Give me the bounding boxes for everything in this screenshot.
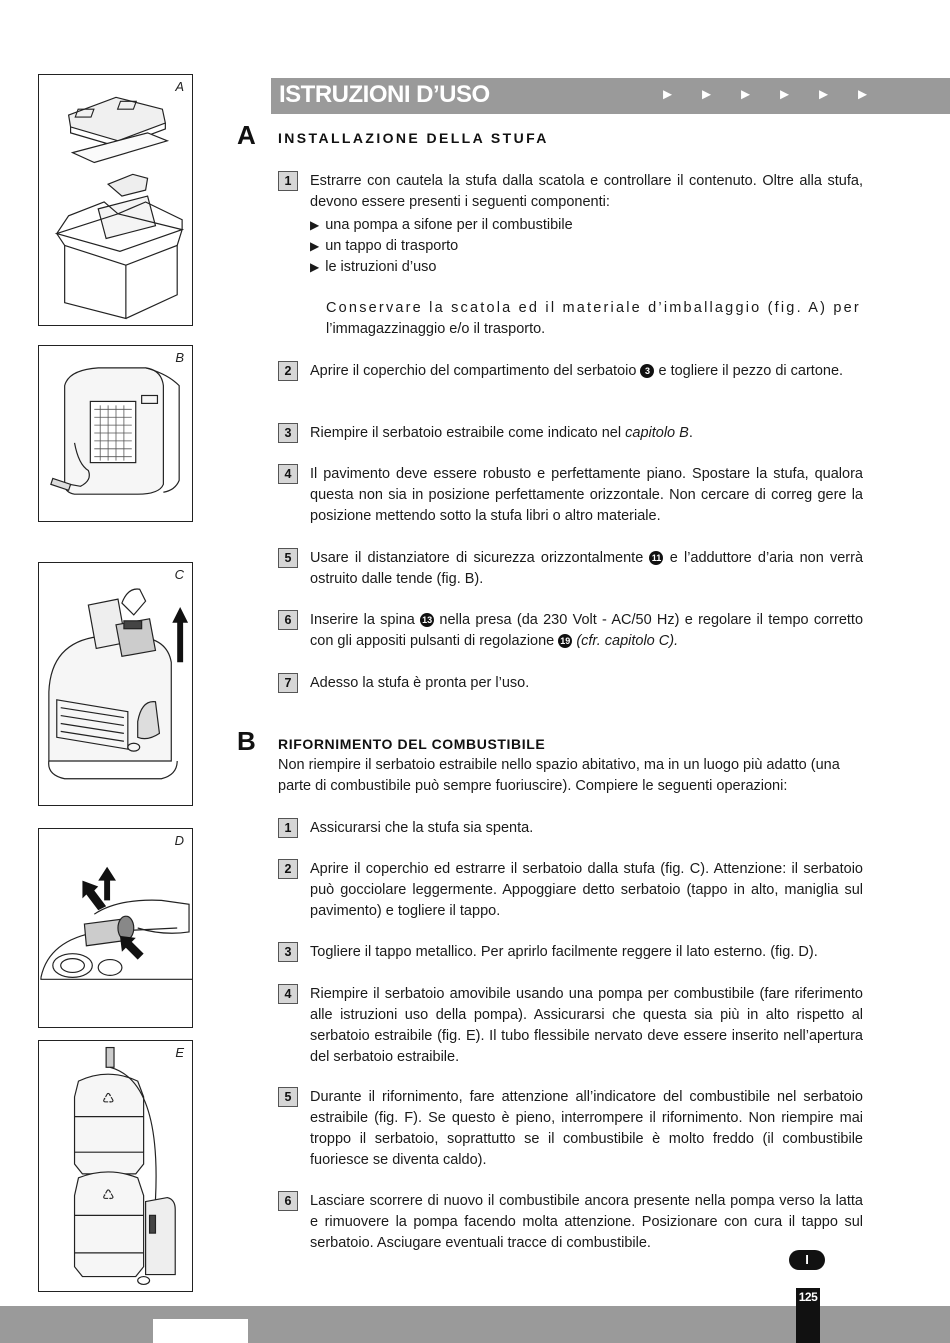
step-number: 5 <box>278 1087 298 1107</box>
step-number: 4 <box>278 984 298 1004</box>
bullet-triangle-icon: ▶ <box>310 218 320 232</box>
step-text: Adesso la stufa è pronta per l’uso. <box>310 675 530 691</box>
figure-b-label: B <box>175 350 184 365</box>
figure-d <box>38 828 193 1028</box>
note-line-1: Conservare la scatola ed il materiale d’imballaggio (fig. A) per <box>326 300 861 316</box>
section-a-step-3 <box>278 423 863 444</box>
page-number: 125 <box>798 1290 818 1304</box>
svg-text:♺: ♺ <box>102 1187 115 1204</box>
note-line-2: l’immagazzinaggio e/o il trasporto. <box>326 321 546 337</box>
step-text: Il pavimento deve essere robusto e perfettamente piano. Spostare la stufa, qualora questa non sia in posizione perfettamente orizzontale. Non cercare di correg gere la posizione mettendo sotto la stufa libri o altro materiale. <box>310 466 863 524</box>
step-number: 2 <box>278 361 298 381</box>
figure-a <box>38 74 193 326</box>
figure-a-illustration <box>39 75 192 325</box>
section-b-heading: RIFORNIMENTO DEL COMBUSTIBILE <box>278 736 546 752</box>
step-number: 2 <box>278 859 298 879</box>
bullet-text: un tappo di trasporto <box>325 238 459 254</box>
step-text: Togliere il tappo metallico. Per aprirlo facilmente reggere il lato esterno. (fig. D). <box>310 944 818 960</box>
header-arrows: ► ► ► ► ► ► <box>660 86 880 103</box>
figure-a-label: A <box>175 79 184 94</box>
svg-text:♺: ♺ <box>102 1090 115 1107</box>
step-text: Aprire il coperchio ed estrarre il serbatoio dalla stufa (fig. C). Attenzione: il serbatoio può gocciolare leggermente. Appoggiare detto serbatoio (tappo in alto, maniglia sul pavimento) e togliere il tappo. <box>310 861 863 919</box>
bullet-triangle-icon: ▶ <box>310 260 320 274</box>
section-a-step-2 <box>278 361 863 382</box>
section-b-intro: Non riempire il serbatoio estraibile nello spazio abitativo, ma in un luogo più adatto (una parte di combustibile può sempre fuoriuscire). Compiere le seguenti operazioni: <box>278 757 840 794</box>
figure-b-illustration <box>39 346 192 521</box>
figure-c-illustration <box>39 563 192 805</box>
step-number: 3 <box>278 942 298 962</box>
section-a-step-4 <box>278 464 863 527</box>
bullet-item <box>310 215 573 236</box>
figure-e <box>38 1040 193 1292</box>
section-b-letter: B <box>237 726 256 756</box>
section-a-step-6 <box>278 610 863 652</box>
figure-b <box>38 345 193 522</box>
section-b-step-3 <box>278 942 863 963</box>
figure-c-label: C <box>174 567 184 582</box>
page-title: ISTRUZIONI D’USO <box>279 81 490 108</box>
section-a-step-5 <box>278 548 863 590</box>
step-text: Estrarre con cautela la stufa dalla scatola e controllare il contenuto. Oltre alla stufa, devono essere presenti i seguenti componenti: <box>310 173 863 210</box>
step-text: Aprire il coperchio del compartimento del serbatoio 3 e togliere il pezzo di cartone. <box>310 363 844 379</box>
section-a-step-1 <box>278 171 863 213</box>
bullet-item <box>310 236 458 257</box>
step-number: 7 <box>278 673 298 693</box>
step-text: Usare il distanziatore di sicurezza orizzontalmente 11 e l’adduttore d’aria non verrà ostruito dalle tende (fig. B). <box>310 550 864 587</box>
step-number: 6 <box>278 1191 298 1211</box>
step-number: 1 <box>278 818 298 838</box>
bullet-triangle-icon: ▶ <box>310 239 320 253</box>
figure-c <box>38 562 193 806</box>
step-number: 4 <box>278 464 298 484</box>
footer-white-box <box>153 1319 248 1343</box>
bullet-text: una pompa a sifone per il combustibile <box>325 217 573 233</box>
section-b-step-1 <box>278 818 863 839</box>
step-text: Assicurarsi che la stufa sia spenta. <box>310 820 534 836</box>
footer-bar <box>0 1290 950 1343</box>
step-text: Riempire il serbatoio estraibile come indicato nel capitolo B. <box>310 425 693 441</box>
figure-e-illustration <box>39 1041 192 1291</box>
figure-d-label: D <box>174 833 184 848</box>
packaging-note <box>326 298 863 340</box>
step-text: Riempire il serbatoio amovibile usando una pompa per combustibile (fare riferimento alle istruzioni uso della pompa). Assicurarsi che questa sia più in alto rispetto al serbatoio estraibile (fig. E). Il tubo flessibile nervato deve essere inserito nell’apertura del serbatoio estraibile. <box>310 986 863 1065</box>
step-number: 6 <box>278 610 298 630</box>
section-b-step-6 <box>278 1191 863 1254</box>
reference-number-badge: 3 <box>640 364 654 378</box>
bullet-text: le istruzioni d’uso <box>325 259 437 275</box>
figure-d-illustration <box>39 829 192 1027</box>
reference-number-badge: 11 <box>649 551 663 565</box>
section-b-step-4 <box>278 984 863 1068</box>
step-text: Inserire la spina 13 nella presa (da 230 Volt - AC/50 Hz) e regolare il tempo corretto con gli appositi pulsanti di regolazione 19 (cfr. capitolo C). <box>310 612 864 649</box>
bullet-item <box>310 257 436 278</box>
reference-number-badge: 19 <box>560 636 571 646</box>
reference-number-badge: 13 <box>422 615 433 625</box>
step-text: Durante il rifornimento, fare attenzione all’indicatore del combustibile nel serbatoio estraibile (fig. F). Se questo è pieno, interrompere il rifornimento. Non riempire mai troppo il serbatoio, soprattutto se il combustibile è molto freddo (il combustibile fuoriesce se diventa caldo). <box>310 1089 863 1168</box>
step-number: 5 <box>278 548 298 568</box>
section-b-step-2 <box>278 859 863 922</box>
language-badge: I <box>789 1250 825 1270</box>
section-a-heading: INSTALLAZIONE DELLA STUFA <box>278 130 549 146</box>
figure-e-label: E <box>175 1045 184 1060</box>
step-text: Lasciare scorrere di nuovo il combustibile ancora presente nella pompa verso la latta e rimuovere la pompa facendo molta attenzione. Posizionare con cura il tappo sul serbatoio. Asciugare eventuali tracce di combustibile. <box>310 1193 863 1251</box>
step-number: 3 <box>278 423 298 443</box>
section-a-letter: A <box>237 120 256 150</box>
step-number: 1 <box>278 171 298 191</box>
header-banner <box>271 78 950 114</box>
section-a-step-7 <box>278 673 863 694</box>
section-b-step-5 <box>278 1087 863 1171</box>
